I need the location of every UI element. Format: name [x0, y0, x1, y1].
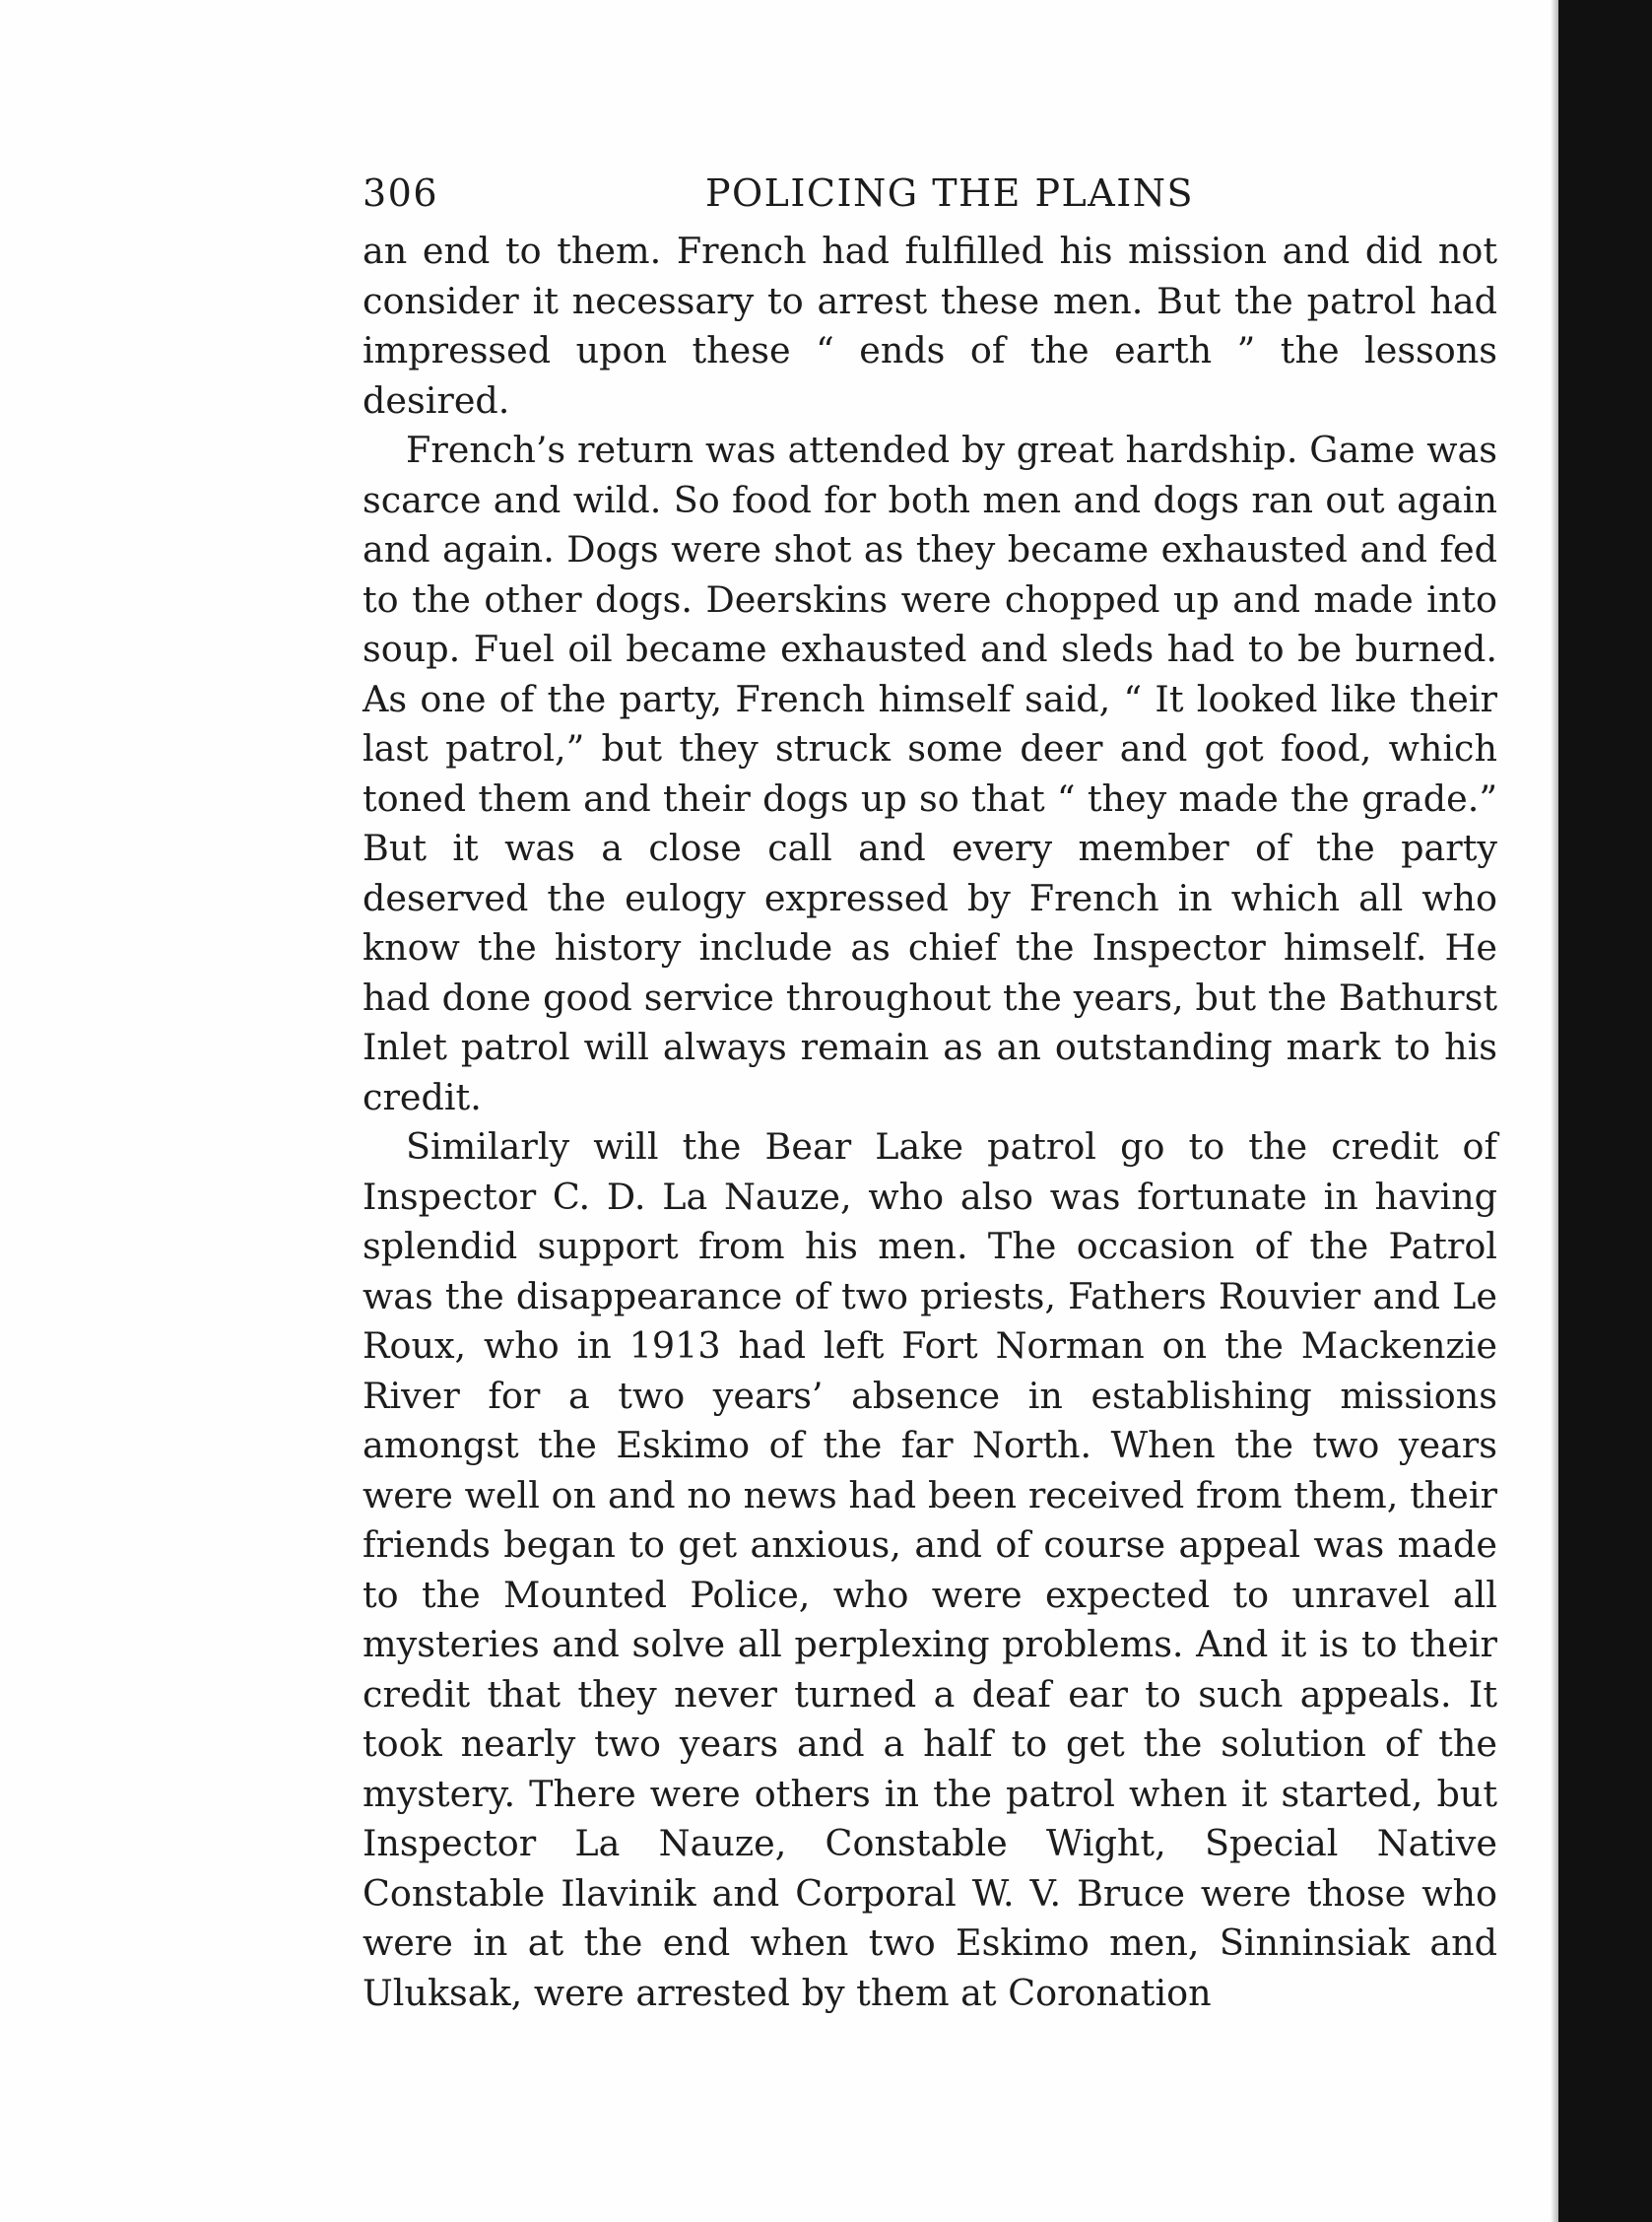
body-text: [363, 227, 1497, 2018]
running-head: [363, 168, 1497, 227]
page-number: 306: [363, 171, 439, 215]
paragraph-continuation: an end to them. French had fulfilled his mission and did not consider it necessary to arrest these men. But the patrol had impressed upon these “ ends of the earth ” the lessons desired.: [363, 230, 1497, 422]
binding-shadow: [1558, 0, 1652, 2222]
paragraph-return-journey: French’s return was attended by great hardship. Game was scarce and wild. So food for both men and dogs ran out again and again. Dogs were shot as they became exhausted and fed to the other dogs. Deerskins were chopped up and made into soup. Fuel oil became exhausted and sleds had to be burned. As one of the party, French himself said, “ It looked like their last patrol,” but they struck some deer and got food, which toned them and their dogs up so that “ they made the grade.” But it was a close call and every member of the party deserved the eulogy expressed by French in which all who know the history include as chief the Inspector himself. He had done good service throughout the years, but the Bathurst Inlet patrol will always remain as an outstanding mark to his credit.: [363, 429, 1497, 1118]
paragraph-bear-lake-patrol: Similarly will the Bear Lake patrol go to the credit of Inspector C. D. La Nauze, who also was fortunate in having splendid support from his men. The occasion of the Patrol was the disappearance of two priests, Fathers Rouvier and Le Roux, who in 1913 had left Fort Norman on the Mackenzie River for a two years’ absence in establishing missions amongst the Eskimo of the far North. When the two years were well on and no news had been received from them, their friends began to get anxious, and of course appeal was made to the Mounted Police, who were expected to unravel all mysteries and solve all perplexing problems. And it is to their credit that they never turned a deaf ear to such appeals. It took nearly two years and a half to get the solution of the mystery. There were others in the patrol when it started, but Inspector La Nauze, Constable Wight, Special Native Constable Ilavinik and Corporal W. V. Bruce were those who were in at the end when two Eskimo men, Sinninsiak and Uluksak, were arrested by them at Coronation: [363, 1125, 1497, 2014]
running-title: POLICING THE PLAINS: [704, 171, 1195, 215]
text-block: [363, 168, 1497, 2018]
